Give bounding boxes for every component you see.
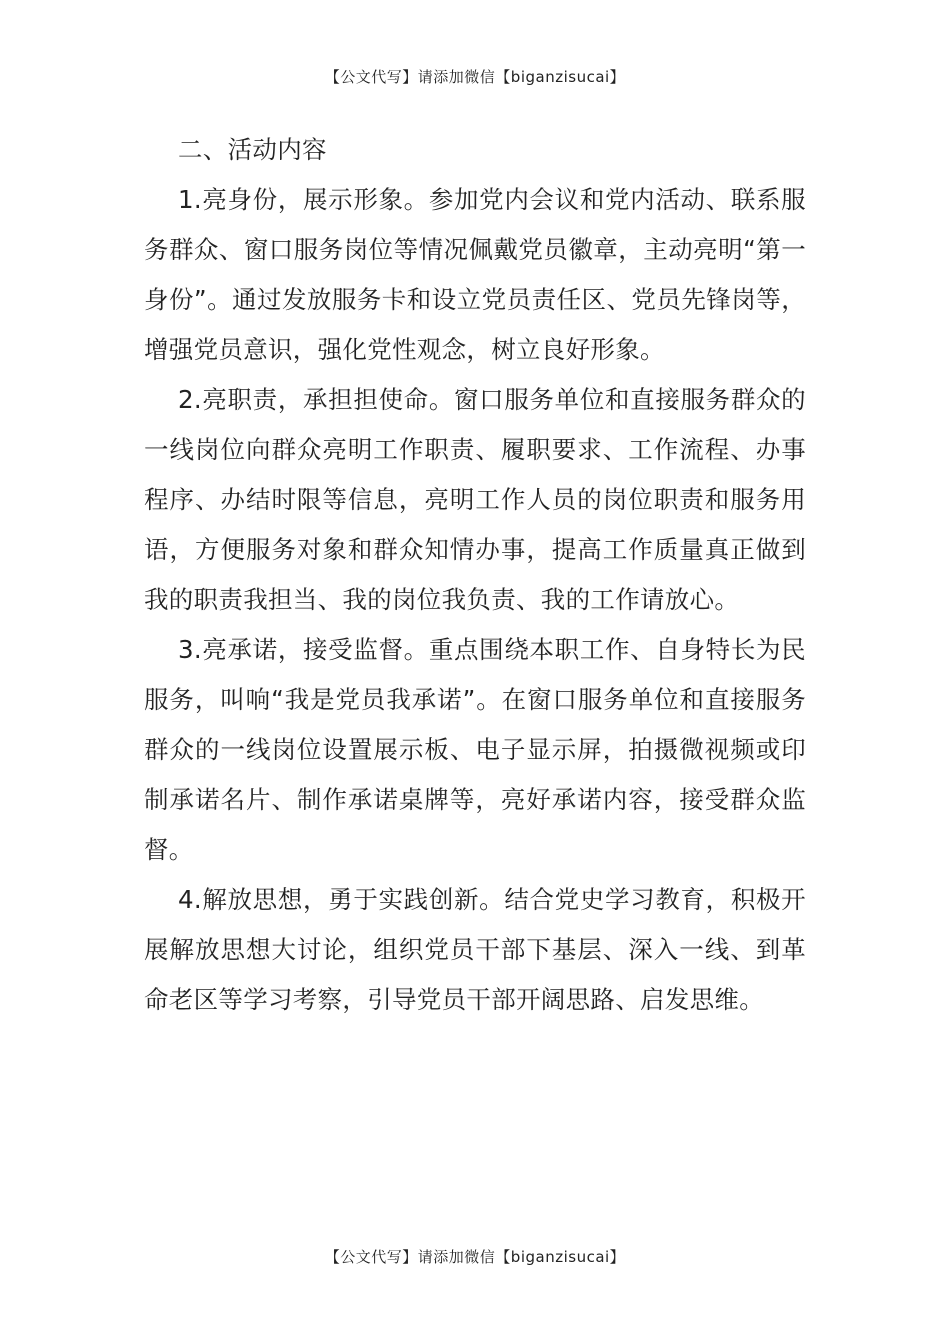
paragraph-2: 2.亮职责，承担担使命。窗口服务单位和直接服务群众的一线岗位向群众亮明工作职责、履职要求、工作流程、办事程序、办结时限等信息，亮明工作人员的岗位职责和服务用语，方便服务对象和群众知情办事，提高工作质量真正做到我的职责我担当、我的岗位我负责、我的工作请放心。 (144, 385, 806, 614)
paragraph-3: 3.亮承诺，接受监督。重点围绕本职工作、自身特长为民服务，叫响“我是党员我承诺”。在窗口服务单位和直接服务群众的一线岗位设置展示板、电子显示屏，拍摄微视频或印制承诺名片、制作承诺桌牌等，亮好承诺内容，接受群众监督。 (144, 635, 806, 864)
page-header: 【公文代写】请添加微信【biganzisucai】 (324, 68, 626, 86)
paragraph-1: 1.亮身份，展示形象。参加党内会议和党内活动、联系服务群众、窗口服务岗位等情况佩戴党员徽章，主动亮明“第一身份”。通过发放服务卡和设立党员责任区、党员先锋岗等，增强党员意识，强化党性观念，树立良好形象。 (144, 185, 806, 364)
document-body (144, 125, 806, 1025)
page-footer: 【公文代写】请添加微信【biganzisucai】 (324, 1248, 626, 1266)
section-heading: 二、活动内容 (178, 135, 327, 164)
paragraph-4: 4.解放思想，勇于实践创新。结合党史学习教育，积极开展解放思想大讨论，组织党员干部下基层、深入一线、到革命老区等学习考察，引导党员干部开阔思路、启发思维。 (144, 885, 806, 1014)
